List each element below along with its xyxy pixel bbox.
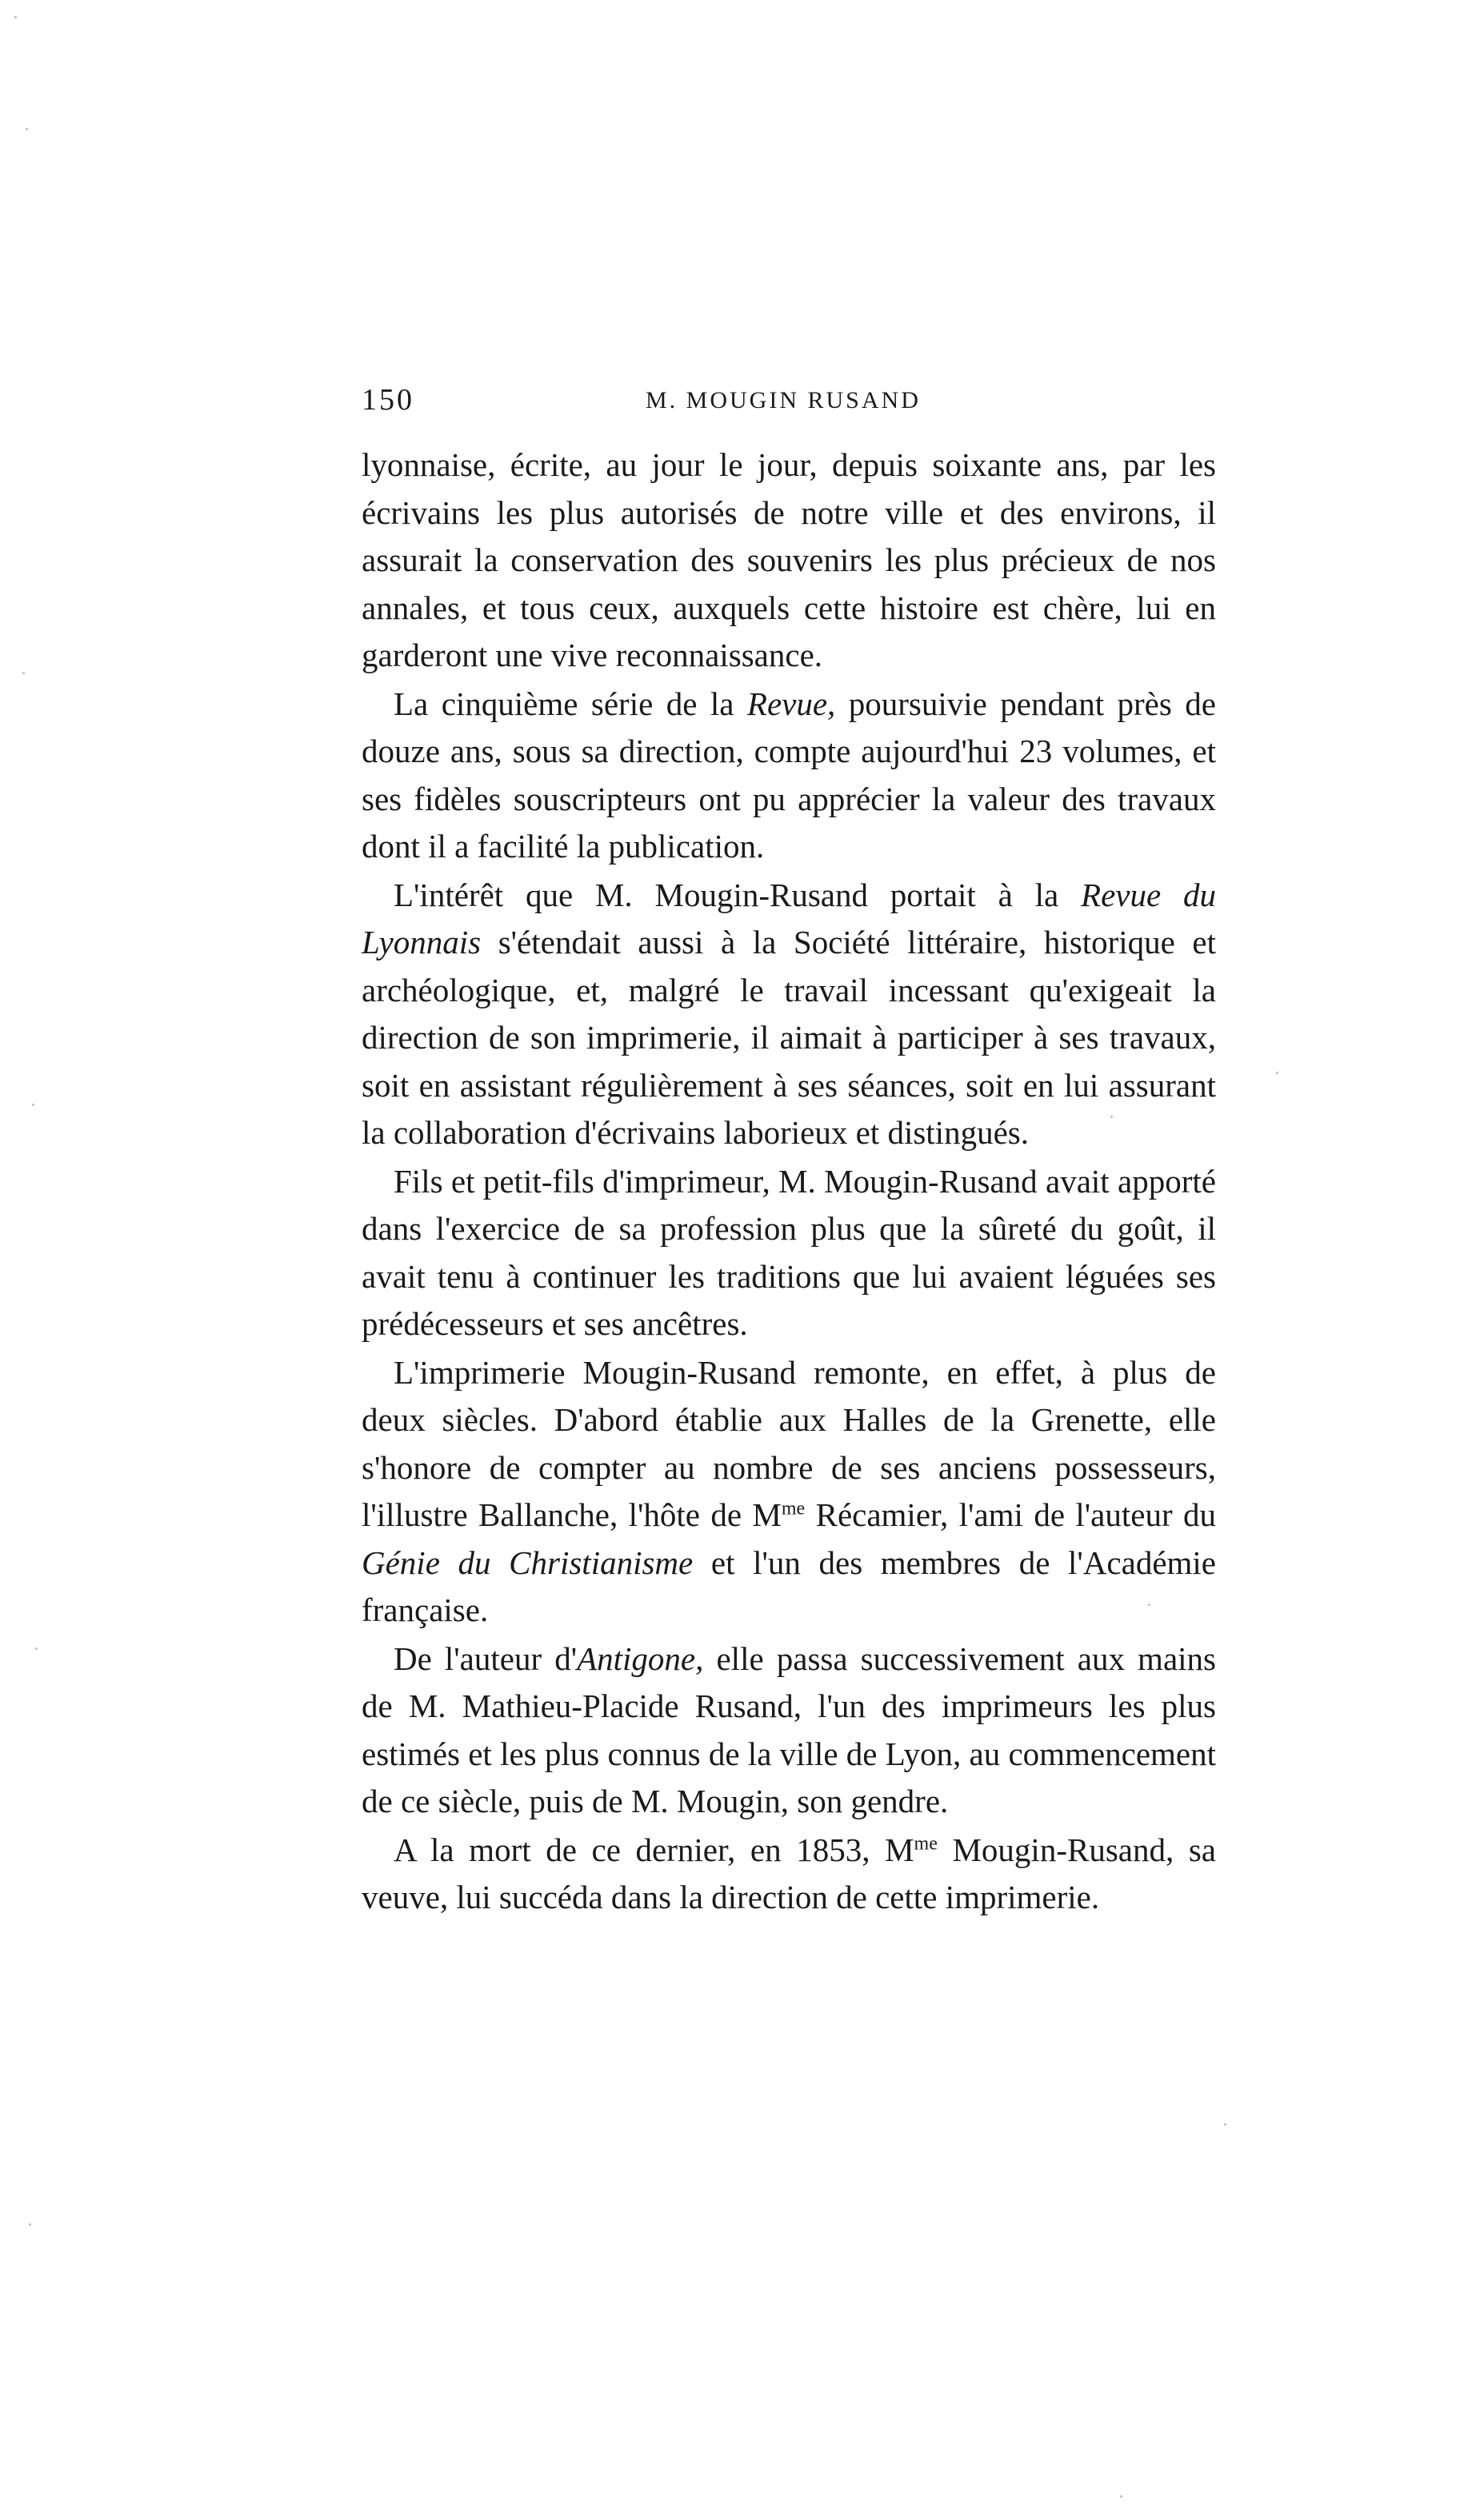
scan-speck xyxy=(29,2223,31,2226)
paragraph-5-superscript: me xyxy=(781,1498,806,1520)
scan-speck xyxy=(1120,2495,1122,2498)
paragraph-3-text-a: L'intérêt que M. Mougin-Rusand portait à la xyxy=(394,876,1082,913)
paragraph-5-text-c: et l'un des membres de l'Académie française. xyxy=(362,1544,1217,1628)
scan-speck xyxy=(1148,1603,1150,1606)
paragraph-1 xyxy=(362,441,1216,680)
paragraph-6-italic: Antigone, xyxy=(577,1639,704,1677)
scan-speck xyxy=(32,1104,34,1106)
paragraph-7-superscript: me xyxy=(914,1832,938,1854)
scan-speck xyxy=(35,1647,38,1650)
running-head xyxy=(362,382,1226,430)
paragraph-5-text-a: L'imprimerie Mougin-Rusand remonte, en effet, à plus de deux siècles. D'abord établie aux Halles de la Grenette, elle s'honore de compter au nombre de ses anciens possesseurs, l'illustre Ballanche, l'hôte de M xyxy=(362,1353,1216,1533)
paragraph-3-text-b: s'étendait aussi à la Société littéraire, historique et archéologique, et, malgré le travail incessant qu'exigeait la direction de son imprimerie, il aimait à participer à ses travaux, soit en assistant régulièrement à ses séances, soit en lui assurant la collaboration d'écrivains laborieux et distingués. xyxy=(362,924,1216,1151)
paragraph-4-text: Fils et petit-fils d'imprimeur, M. Mougin-Rusand avait apporté dans l'exercice de sa profession plus que la sûreté du goût, il avait tenu à continuer les traditions que lui avaient léguées ses prédécesseurs et ses ancêtres. xyxy=(362,1162,1216,1342)
paragraph-2 xyxy=(362,681,1216,871)
scan-speck xyxy=(14,16,17,18)
page-number: 150 xyxy=(362,383,414,417)
scan-speck xyxy=(1224,2123,1226,2126)
paragraph-2-text-b: poursuivie pendant près de douze ans, sous sa direction, compte aujourd'hui 23 volumes, et ses fidèles souscripteurs ont pu apprécier la valeur des travaux dont il a facilité la publication. xyxy=(362,685,1216,865)
paragraph-5-italic: Génie du Christianisme xyxy=(362,1544,694,1581)
paragraph-6-text-b: elle passa successivement aux mains de M. Mathieu-Placide Rusand, l'un des imprimeurs les plus estimés et les plus connus de la ville de Lyon, au commencement de ce siècle, puis de M. Mougin, son gendre. xyxy=(362,1639,1217,1819)
body-text xyxy=(362,441,1216,1923)
paragraph-2-italic: Revue, xyxy=(746,685,836,722)
paragraph-5-text-b: Récamier, l'ami de l'auteur du xyxy=(805,1496,1217,1533)
paragraph-3 xyxy=(362,872,1216,1157)
paragraph-6 xyxy=(362,1635,1216,1826)
scan-speck xyxy=(1276,1072,1278,1074)
running-title: M. MOUGIN RUSAND xyxy=(646,387,921,413)
paragraph-7-text-b: Mougin-Rusand, sa veuve, lui succéda dans la direction de cette imprimerie. xyxy=(362,1831,1217,1915)
scan-speck xyxy=(22,672,25,674)
paragraph-3-italic: Revue du Lyonnais xyxy=(362,876,1216,960)
scan-speck xyxy=(1110,1116,1113,1118)
paragraph-6-text-a: De l'auteur d' xyxy=(394,1639,578,1677)
paragraph-7 xyxy=(362,1827,1216,1922)
paragraph-1-text: lyonnaise, écrite, au jour le jour, depuis soixante ans, par les écrivains les plus autorisés de notre ville et des environs, il assurait la conservation des souvenirs les plus précieux de nos annales, et tous ceux, auxquels cette histoire est chère, lui en garderont une vive reconnaissance. xyxy=(362,446,1216,673)
paragraph-4 xyxy=(362,1158,1216,1348)
paragraph-7-text-a: A la mort de ce dernier, en 1853, M xyxy=(394,1831,914,1868)
scan-speck xyxy=(26,128,28,130)
paragraph-2-text-a: La cinquième série de la xyxy=(394,685,747,722)
paragraph-5 xyxy=(362,1349,1216,1635)
